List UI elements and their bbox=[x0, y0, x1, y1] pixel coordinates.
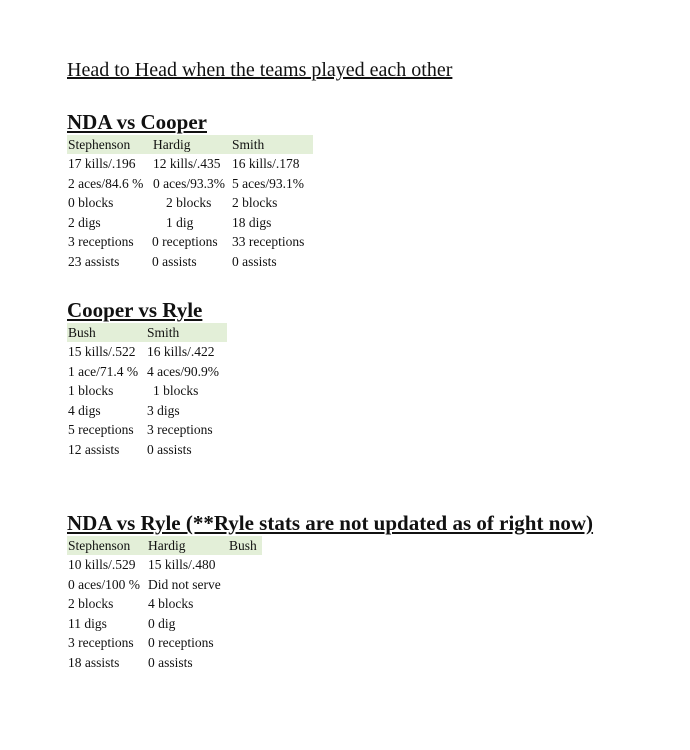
stat-cell: 0 receptions bbox=[148, 635, 214, 650]
stat-row bbox=[67, 653, 262, 673]
player-header-row bbox=[67, 536, 262, 555]
stat-row bbox=[67, 633, 262, 653]
player-name: Hardig bbox=[148, 538, 186, 553]
player-name: Stephenson bbox=[68, 137, 131, 152]
stat-cell: 5 aces/93.1% bbox=[232, 175, 304, 191]
stat-cell: 17 kills/.196 bbox=[68, 156, 136, 171]
stat-cell: 15 kills/.480 bbox=[148, 557, 216, 572]
stat-cell: 4 digs bbox=[68, 402, 101, 418]
section-heading-nda-vs-ryle: NDA vs Ryle (**Ryle stats are not updated as of right now) bbox=[67, 511, 594, 535]
stat-cell: 0 blocks bbox=[68, 195, 114, 210]
stat-row bbox=[67, 213, 313, 233]
stat-cell: 2 blocks bbox=[166, 195, 212, 210]
section-heading-nda-vs-cooper: NDA vs Cooper bbox=[67, 110, 207, 134]
stat-cell: 33 receptions bbox=[232, 234, 305, 249]
stat-cell: 4 blocks bbox=[148, 596, 194, 611]
stat-cell: 18 assists bbox=[68, 654, 120, 670]
stat-cell: 3 receptions bbox=[147, 422, 213, 437]
player-name: Bush bbox=[68, 325, 96, 340]
stat-cell: 0 assists bbox=[232, 253, 277, 269]
stat-cell: 23 assists bbox=[68, 253, 120, 269]
stat-cell: 0 aces/93.3% bbox=[153, 175, 225, 191]
stat-row bbox=[67, 401, 227, 421]
player-name: Bush bbox=[229, 538, 257, 553]
player-name: Stephenson bbox=[68, 538, 131, 553]
stats-table-nda-vs-cooper bbox=[67, 135, 313, 271]
player-name: Smith bbox=[232, 137, 265, 152]
stat-cell: 0 dig bbox=[148, 615, 176, 631]
section-heading-cooper-vs-ryle: Cooper vs Ryle bbox=[67, 298, 203, 322]
stat-cell: 18 digs bbox=[232, 214, 272, 230]
stat-cell: 12 assists bbox=[68, 441, 120, 457]
stat-row bbox=[67, 154, 313, 174]
stat-cell: 0 assists bbox=[152, 253, 197, 269]
stat-cell: 1 dig bbox=[166, 214, 194, 230]
stat-row bbox=[67, 594, 262, 614]
stat-row bbox=[67, 174, 313, 194]
stat-row bbox=[67, 252, 313, 272]
stat-cell: 3 digs bbox=[147, 402, 180, 418]
stat-row bbox=[67, 362, 227, 382]
stat-cell: 2 blocks bbox=[232, 195, 278, 210]
player-header-row bbox=[67, 135, 313, 154]
stats-table-nda-vs-ryle bbox=[67, 536, 262, 672]
stat-cell: Did not serve bbox=[148, 576, 221, 592]
stat-cell: 5 receptions bbox=[68, 422, 134, 437]
stat-cell: 3 receptions bbox=[68, 234, 134, 249]
stat-cell: 1 blocks bbox=[68, 383, 114, 398]
stat-cell: 2 blocks bbox=[68, 596, 114, 611]
page-title: Head to Head when the teams played each other bbox=[67, 59, 453, 81]
stat-row bbox=[67, 342, 227, 362]
stat-row bbox=[67, 193, 313, 213]
stat-cell: 11 digs bbox=[68, 615, 107, 631]
stat-cell: 16 kills/.422 bbox=[147, 344, 215, 359]
stat-row bbox=[67, 614, 262, 634]
stat-cell: 1 blocks bbox=[153, 383, 199, 398]
stat-cell: 3 receptions bbox=[68, 635, 134, 650]
player-header-row bbox=[67, 323, 227, 342]
stat-cell: 0 assists bbox=[148, 654, 193, 670]
stat-cell: 2 digs bbox=[68, 214, 101, 230]
stat-cell: 1 ace/71.4 % bbox=[68, 363, 139, 379]
stat-cell: 4 aces/90.9% bbox=[147, 363, 219, 379]
stat-cell: 0 aces/100 % bbox=[68, 576, 140, 592]
stat-row bbox=[67, 420, 227, 440]
stat-cell: 0 receptions bbox=[152, 234, 218, 249]
stat-cell: 12 kills/.435 bbox=[153, 156, 221, 171]
stat-row bbox=[67, 440, 227, 460]
stat-cell: 0 assists bbox=[147, 441, 192, 457]
stat-row bbox=[67, 575, 262, 595]
stat-row bbox=[67, 555, 262, 575]
player-name: Smith bbox=[147, 325, 180, 340]
stats-table-cooper-vs-ryle bbox=[67, 323, 227, 459]
player-name: Hardig bbox=[153, 137, 191, 152]
stat-cell: 10 kills/.529 bbox=[68, 557, 136, 572]
stat-cell: 2 aces/84.6 % bbox=[68, 175, 144, 191]
stat-cell: 16 kills/.178 bbox=[232, 156, 300, 171]
stat-cell: 15 kills/.522 bbox=[68, 344, 136, 359]
stat-row bbox=[67, 232, 313, 252]
stat-row bbox=[67, 381, 227, 401]
